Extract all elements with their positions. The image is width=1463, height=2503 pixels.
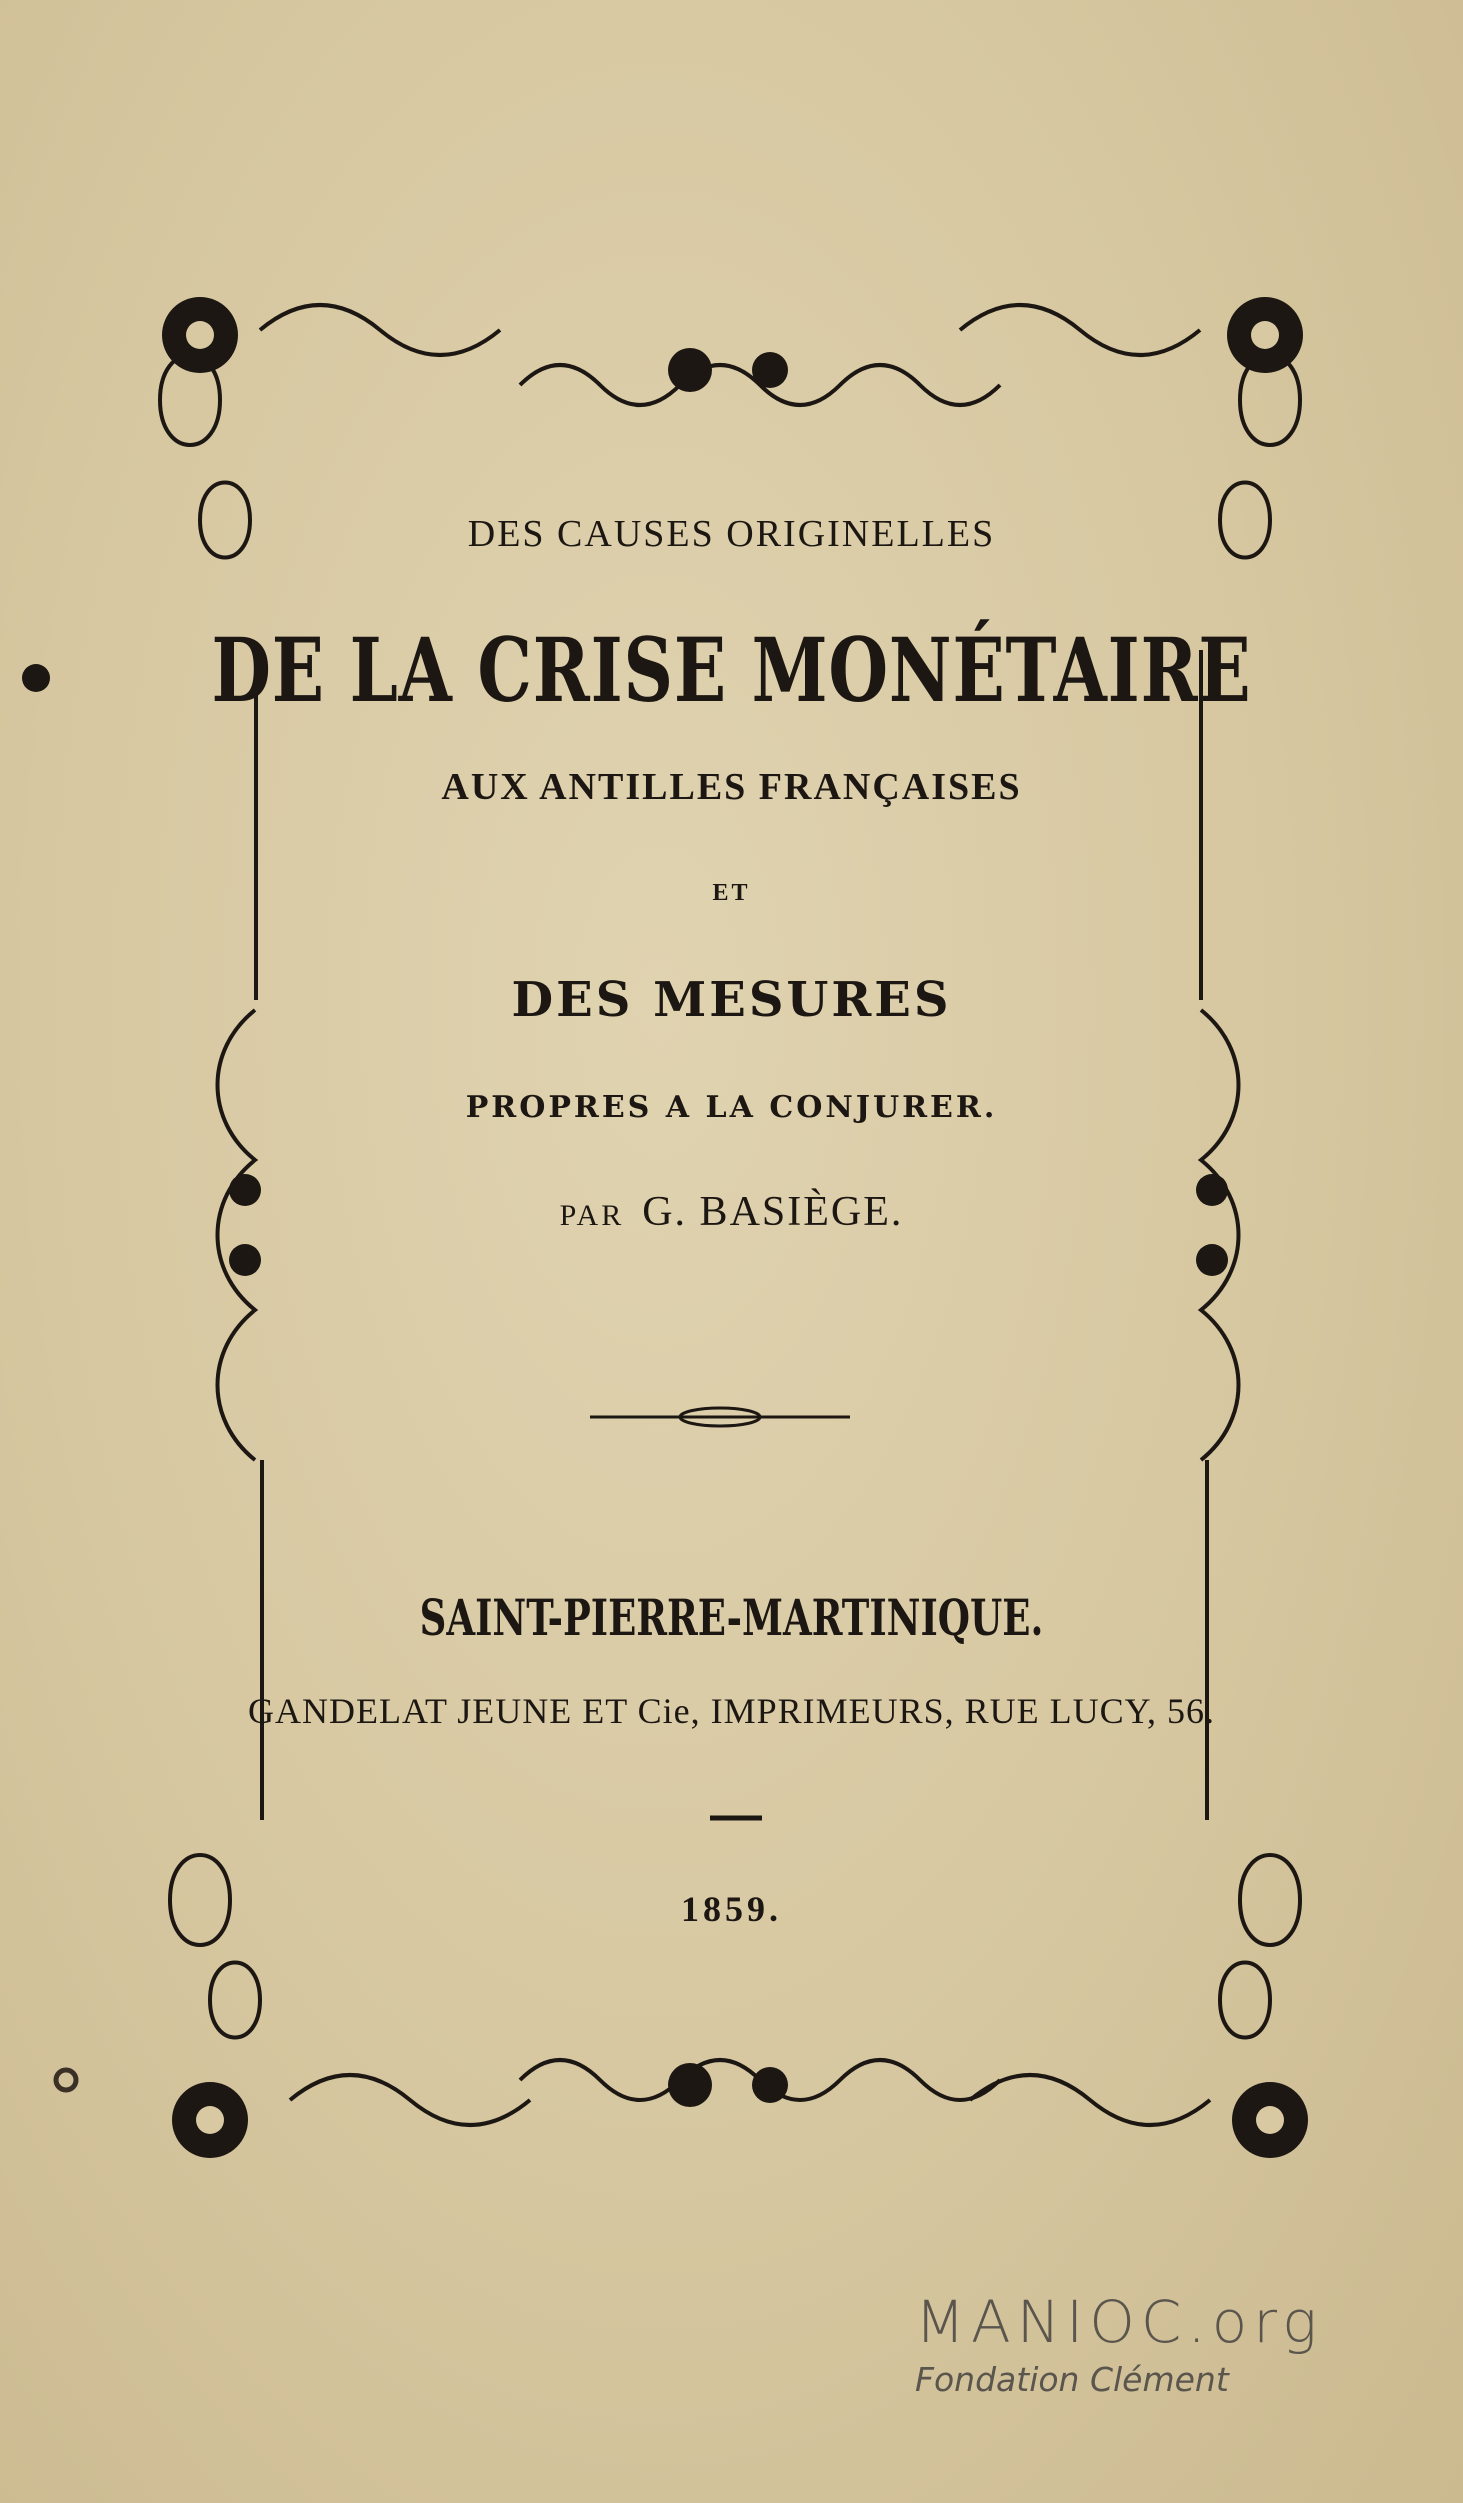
publication-place: SAINT-PIERRE-MARTINIQUE. [419,1588,1044,1647]
printer-line: GANDELAT JEUNE ET Cie, IMPRIMEURS, RUE LUCY, 56. [247,1691,1216,1731]
publication-year: 1859. [681,1889,782,1929]
title-line-5: PROPRES A LA CONJURER. [465,1090,998,1125]
top-medallion [668,348,712,392]
title-conjunction: ET [712,880,751,906]
title-line-4: DES MESURES [511,972,952,1028]
punch-hole [22,664,50,692]
bottom-medallion [668,2063,712,2107]
manioc-subtitle: Fondation Clément [915,2360,1229,2399]
title-line-1: DES CAUSES ORIGINELLES [467,513,996,555]
manioc-logo: MANIOC.org [915,2288,1323,2356]
author-name: G. BASIÈGE. [642,1189,904,1235]
title-main: DE LA CRISE MONÉTAIRE [211,618,1252,722]
author-line [0,1188,1463,1236]
author-prefix: PAR [559,1199,625,1232]
title-line-3: AUX ANTILLES FRANÇAISES [441,766,1022,808]
